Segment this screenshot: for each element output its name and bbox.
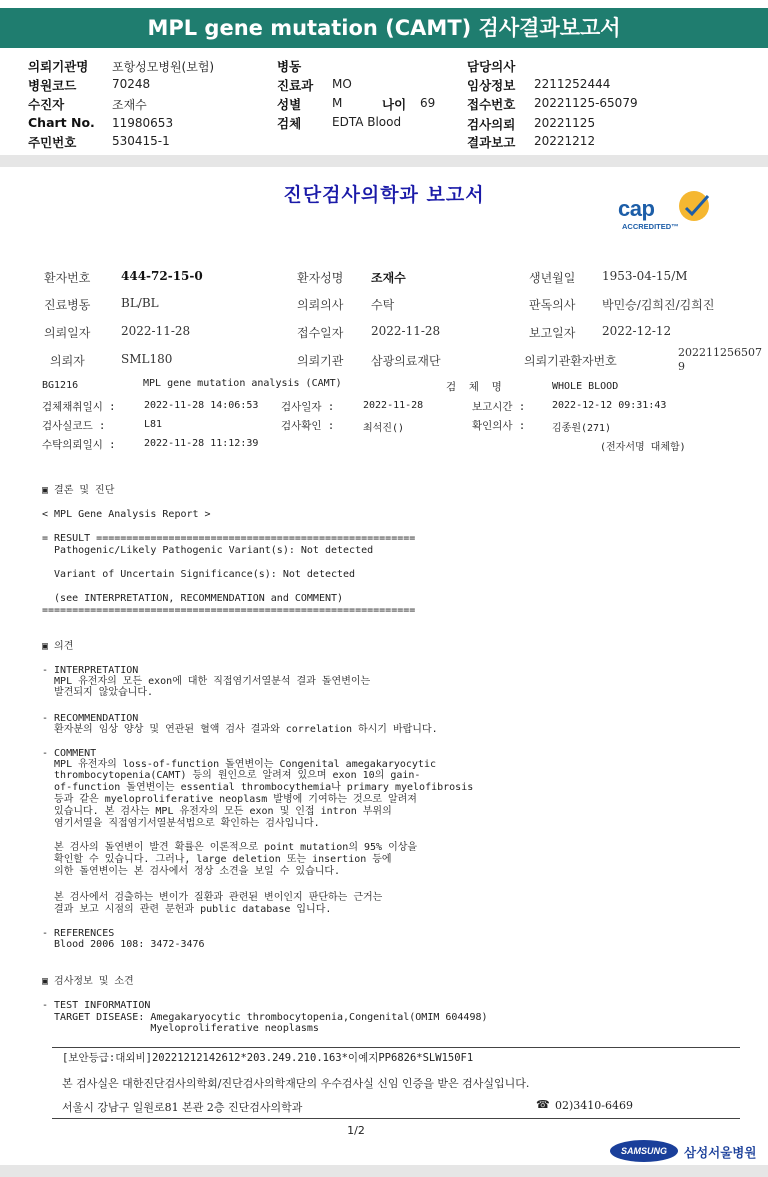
header-label: 수진자	[28, 97, 65, 112]
patient-value: 202211256507	[678, 346, 762, 359]
patient-value: 1953-04-15/M	[602, 269, 688, 283]
comment-line: 의한 돌연변이는 본 검사에서 정상 소견을 보일 수 있습니다.	[42, 866, 341, 877]
comment-heading: - TEST INFORMATION	[42, 1000, 151, 1011]
test-label: 검 체 명	[446, 381, 502, 393]
header-value: 포항성모병원(보험)	[112, 60, 215, 74]
patient-value: 박민승/김희진/김희진	[602, 298, 715, 312]
target-disease-line: Myeloproliferative neoplasms	[42, 1023, 319, 1034]
comment-heading: - INTERPRETATION	[42, 665, 139, 676]
comment-heading: - RECOMMENDATION	[42, 713, 139, 724]
test-value: WHOLE BLOOD	[552, 381, 619, 392]
header-label: 나이	[382, 97, 407, 112]
test-label: 검사실코드 :	[42, 420, 106, 432]
patient-value: 9	[678, 360, 685, 373]
report-subtitle: < MPL Gene Analysis Report >	[42, 509, 211, 520]
patient-label: 의뢰의사	[297, 298, 344, 312]
samsung-logo: SAMSUNG	[610, 1140, 678, 1162]
test-value: 2022-12-12 09:31:43	[552, 400, 667, 411]
section-heading: ▣ 의견	[42, 641, 74, 652]
report-header-title: MPL gene mutation (CAMT) 검사결과보고서	[0, 8, 768, 48]
header-label: 검사의뢰	[467, 117, 516, 132]
patient-label: 판독의사	[529, 298, 576, 312]
result-line: (see INTERPRETATION, RECOMMENDATION and COMMENT)	[42, 593, 344, 604]
result-divider: = RESULT =====================================================	[42, 533, 416, 544]
page-number: 1/2	[347, 1124, 365, 1137]
comment-line: MPL 유전자의 loss-of-function 돌연변이는 Congenital amegakaryocytic	[42, 759, 436, 770]
patient-value: 2022-11-28	[371, 324, 441, 338]
test-value: L81	[144, 419, 163, 430]
test-label: 검사일자 :	[281, 401, 335, 413]
test-code: BG1216	[42, 380, 79, 391]
comment-line: 등과 같은 myeloproliferative neoplasm 발병에 기여하는 것으로 알려져	[42, 794, 417, 805]
comment-heading: - REFERENCES	[42, 928, 115, 939]
header-label: 병원코드	[28, 78, 77, 93]
comment-line: 발견되지 않았습니다.	[42, 687, 154, 698]
phone-icon: ☎	[536, 1098, 550, 1111]
comment-line: 환자분의 임상 양상 및 연관된 혈액 검사 결과와 correlation 하시기 바랍니다.	[42, 724, 438, 735]
header-label: 병동	[277, 59, 302, 74]
patient-value: BL/BL	[121, 296, 159, 310]
header-value: MO	[332, 77, 352, 91]
test-label: 확인의사 :	[472, 420, 526, 432]
page-bottom-band	[0, 1165, 768, 1177]
patient-value: 2022-11-28	[121, 324, 191, 338]
reference-line: Blood 2006 108: 3472-3476	[42, 939, 205, 950]
section-divider	[0, 155, 768, 167]
header-label: 임상정보	[467, 78, 516, 93]
hospital-name-logo: 삼성서울병원	[684, 1145, 757, 1160]
header-value: 70248	[112, 77, 151, 91]
header-value: 20221125	[534, 116, 596, 130]
comment-line: 본 검사의 돌연변이 발견 확률은 이론적으로 point mutation의 95% 이상을	[42, 842, 418, 853]
header-label: 주민번호	[28, 135, 77, 150]
patient-label: 환자성명	[297, 271, 344, 285]
esign-note: (전자서명 대체함)	[600, 442, 686, 453]
header-label: 접수번호	[467, 97, 516, 112]
patient-label: 환자번호	[44, 271, 91, 285]
comment-line: of-function 돌연변이는 essential thrombocythemia나 primary myelofibrosis	[42, 782, 474, 793]
comment-line: 있습니다. 본 검사는 MPL 유전자의 모든 exon 및 인접 intron 부위의	[42, 806, 392, 817]
header-value: 2211252444	[534, 77, 611, 91]
comment-line: thrombocytopenia(CAMT) 등의 원인으로 알려져 있으며 exon 10의 gain-	[42, 770, 421, 781]
patient-label: 의뢰자	[50, 354, 85, 368]
section-heading: ▣ 결론 및 진단	[42, 485, 115, 496]
header-label: Chart No.	[28, 115, 95, 130]
cap-logo-text: cap	[618, 196, 655, 221]
patient-label: 접수일자	[297, 326, 344, 340]
test-label: 수탁의뢰일시 :	[42, 439, 116, 451]
header-label: 담당의사	[467, 59, 516, 74]
header-value: M	[332, 96, 343, 110]
header-value: 69	[420, 96, 436, 110]
header-label: 성별	[277, 97, 302, 112]
patient-label: 생년월일	[529, 271, 576, 285]
patient-value: 2022-12-12	[602, 324, 672, 338]
test-name: MPL gene mutation analysis (CAMT)	[143, 378, 342, 389]
test-value: 2022-11-28	[363, 400, 424, 411]
patient-label: 의뢰기관	[297, 354, 344, 368]
patient-value: 삼광의료재단	[371, 354, 441, 368]
lab-phone: 02)3410-6469	[555, 1099, 633, 1112]
test-label: 보고시간 :	[472, 401, 526, 413]
lab-address: 서울시 강남구 일원로81 본관 2층 진단검사의학과	[62, 1101, 303, 1114]
report-title: 진단검사의학과 보고서	[283, 184, 485, 206]
result-divider: ==============================================================	[42, 605, 416, 616]
header-label: 결과보고	[467, 135, 516, 150]
patient-label: 의뢰기관환자번호	[524, 354, 617, 368]
footer-divider	[52, 1047, 740, 1048]
comment-line: 본 검사에서 검출하는 변이가 질환과 관련된 변이인지 판단하는 근거는	[42, 892, 383, 903]
header-value: 530415-1	[112, 134, 170, 148]
patient-label: 진료병동	[44, 298, 91, 312]
patient-label: 보고일자	[529, 326, 576, 340]
test-value: 2022-11-28 11:12:39	[144, 438, 259, 449]
test-label: 검체채취일시 :	[42, 401, 116, 413]
patient-label: 의뢰일자	[44, 326, 91, 340]
comment-heading: - COMMENT	[42, 748, 97, 759]
comment-line: 확인할 수 있습니다. 그러나, large deletion 또는 insertion 등에	[42, 854, 392, 865]
header-value: 조재수	[112, 98, 147, 112]
comment-line: 염기서열을 직접염기서열분석법으로 확인하는 검사입니다.	[42, 818, 320, 829]
comment-line: MPL 유전자의 모든 exon에 대한 직접염기서열분석 결과 돌연변이는	[42, 676, 371, 687]
test-value: 2022-11-28 14:06:53	[144, 400, 259, 411]
test-value: 최석진()	[363, 423, 405, 434]
comment-line: 결과 보고 시점의 관련 문헌과 public database 입니다.	[42, 904, 332, 915]
header-label: 의뢰기관명	[28, 59, 89, 74]
test-label: 검사확인 :	[281, 420, 335, 432]
header-value: EDTA Blood	[332, 115, 402, 129]
section-heading: ▣ 검사정보 및 소견	[42, 976, 134, 987]
cap-logo-subtext: ACCREDITED™	[622, 222, 679, 231]
footer-divider	[52, 1118, 740, 1119]
patient-value: 수탁	[371, 298, 395, 312]
header-value: 20221212	[534, 134, 596, 148]
header-label: 검체	[277, 116, 302, 131]
header-value: 11980653	[112, 116, 174, 130]
patient-value: SML180	[121, 352, 173, 366]
certification-note: 본 검사실은 대한진단검사의학회/진단검사의학재단의 우수검사실 신임 인증을 받은 검사실입니다.	[62, 1077, 530, 1090]
result-line: Variant of Uncertain Significance(s): Not detected	[42, 569, 356, 580]
header-label: 진료과	[277, 78, 314, 93]
patient-id: 444-72-15-0	[121, 269, 203, 283]
result-line: Pathogenic/Likely Pathogenic Variant(s): Not detected	[42, 545, 374, 556]
patient-name: 조재수	[371, 271, 406, 285]
target-disease-line: TARGET DISEASE: Amegakaryocytic thrombocytopenia,Congenital(OMIM 604498)	[42, 1012, 488, 1023]
header-value: 20221125-65079	[534, 96, 638, 110]
test-value: 김종원(271)	[552, 423, 612, 434]
security-stamp: [보안등급:대외비]20221212142612*203.249.210.163*이예지PP6826*SLW150F1	[62, 1052, 474, 1064]
